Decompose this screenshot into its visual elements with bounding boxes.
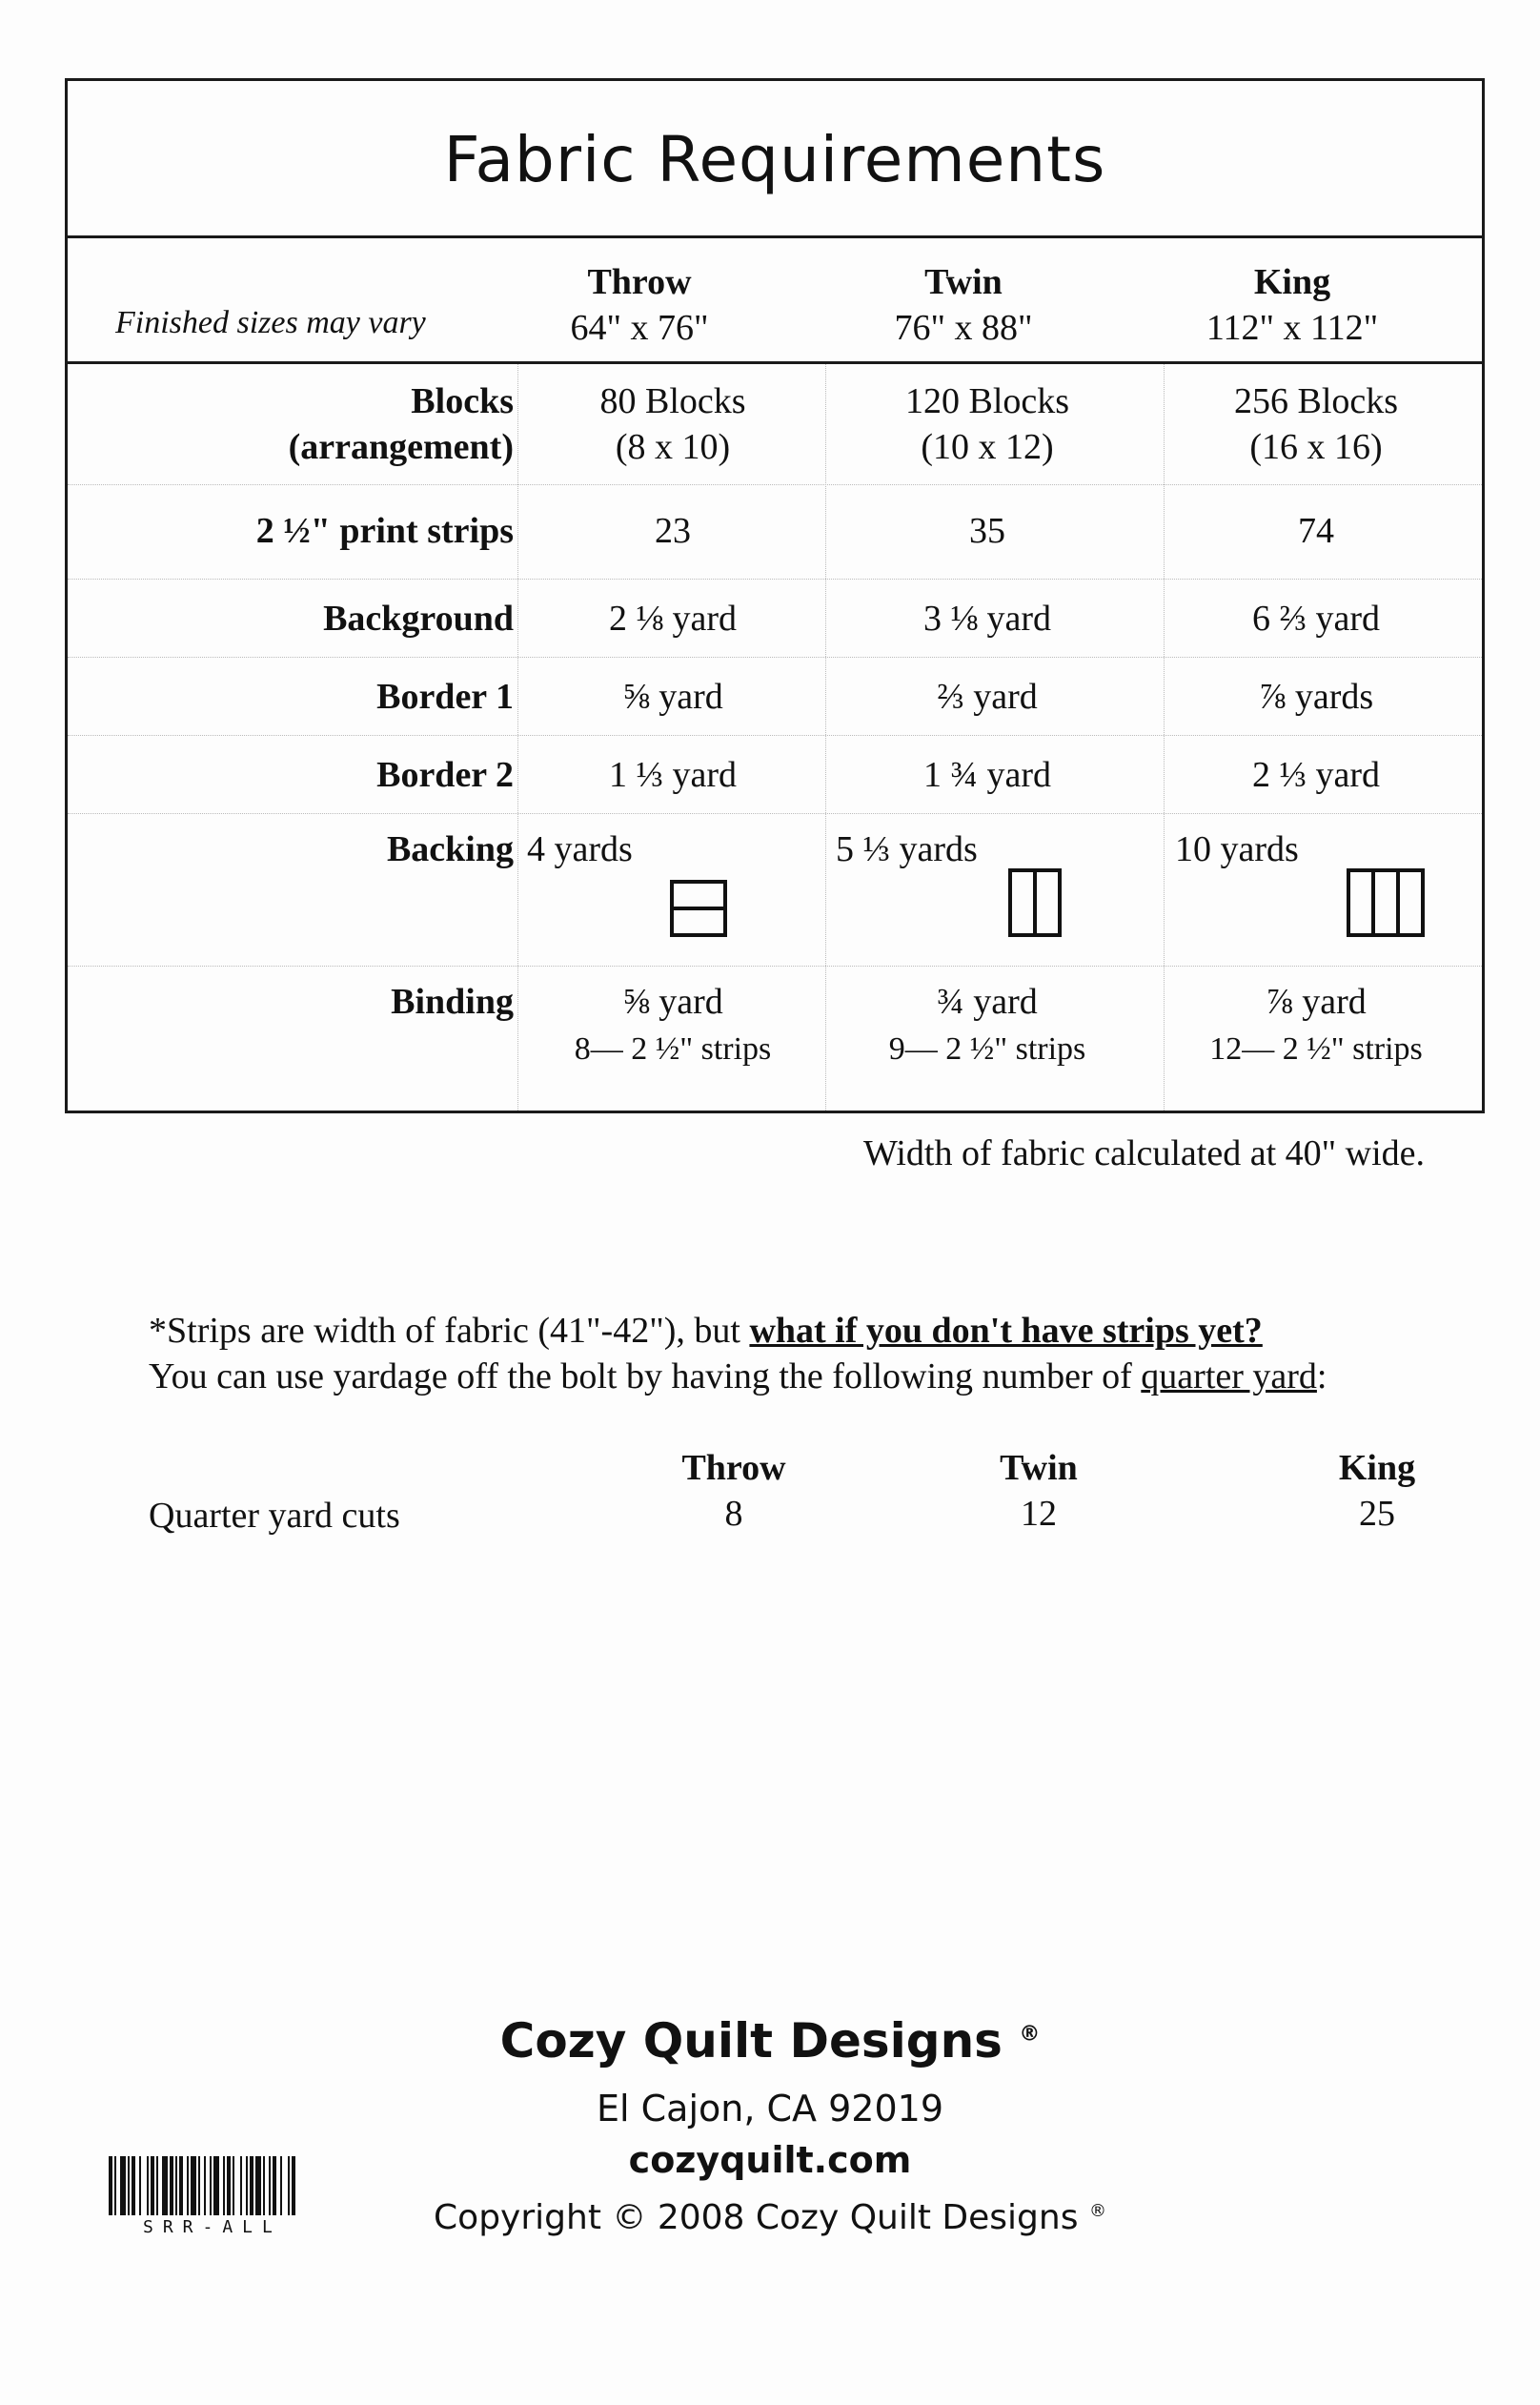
barcode-bar [210, 2156, 212, 2215]
col-throw-size: 64" x 76" [570, 308, 709, 348]
copyright-text: Copyright © 2008 Cozy Quilt Designs [434, 2198, 1079, 2237]
barcode-bar [263, 2156, 265, 2215]
row-label-blocks-line2: (arrangement) [288, 427, 514, 467]
barcode-bar [139, 2156, 141, 2215]
cell-text: 9— 2 ½" strips [888, 1031, 1086, 1067]
cell-binding-twin [840, 979, 1135, 1072]
cell-text: 8— 2 ½" strips [574, 1031, 772, 1067]
row-label-strips: 2 ½" print strips [255, 511, 514, 551]
barcode-bar [179, 2156, 183, 2215]
barcode-bar [175, 2156, 177, 2215]
col-king-size: 112" x 112" [1206, 308, 1379, 348]
company-name: Cozy Quilt Designs [499, 2013, 1003, 2069]
barcode-bar [288, 2156, 290, 2215]
barcode-bar [292, 2156, 295, 2215]
row-label-blocks-line1: Blocks [411, 381, 514, 421]
company-address: El Cajon, CA 92019 [596, 2088, 943, 2130]
barcode-bar [240, 2156, 242, 2215]
cell-text: (16 x 16) [1249, 427, 1383, 467]
cell-blocks-twin [840, 378, 1135, 470]
strips-note-emphasis: what if you don't have strips yet? [749, 1311, 1263, 1351]
cell-border1-twin: ⅔ yard [937, 677, 1038, 717]
cell-text: ⅞ yard [1266, 982, 1367, 1022]
grid-hline [68, 484, 1482, 485]
cell-strips-throw: 23 [655, 511, 691, 551]
quarter-head-king: King [1338, 1448, 1416, 1488]
barcode-bar [162, 2156, 168, 2215]
grid-hline [68, 657, 1482, 658]
cell-text: 256 Blocks [1233, 381, 1399, 421]
quarter-value-twin: 12 [1021, 1494, 1057, 1534]
barcode-bar [273, 2156, 276, 2215]
company-website: cozyquilt.com [628, 2139, 912, 2181]
quarter-yard-emphasis: quarter yard [1141, 1356, 1317, 1396]
cell-text: 120 Blocks [904, 381, 1070, 421]
col-twin-size: 76" x 88" [894, 308, 1033, 348]
backing-two-vertical-seams-icon [1347, 868, 1425, 937]
row-label-binding: Binding [391, 982, 514, 1022]
registered-mark: ® [1019, 2022, 1041, 2047]
barcode [109, 2156, 362, 2215]
backing-vertical-seam-icon [1008, 868, 1062, 937]
barcode-text: SRR-ALL [143, 2217, 282, 2237]
quarter-head-twin: Twin [1000, 1448, 1078, 1488]
col-throw-name: Throw [587, 262, 692, 302]
cell-text: (10 x 12) [921, 427, 1054, 467]
barcode-bar [223, 2156, 225, 2215]
company-name-line [0, 2013, 1540, 2069]
strips-note-text: : [1316, 1356, 1327, 1396]
row-label-backing: Backing [386, 829, 514, 869]
barcode-bar [198, 2156, 200, 2215]
barcode-bar [114, 2156, 116, 2215]
barcode-bar [191, 2156, 196, 2215]
column-header-row [68, 238, 1482, 364]
quarter-value-king: 25 [1359, 1494, 1395, 1534]
col-throw [516, 259, 763, 351]
row-label-border2: Border 2 [376, 755, 514, 795]
barcode-bar [246, 2156, 248, 2215]
cell-blocks-throw [535, 378, 811, 470]
barcode-bar [132, 2156, 135, 2215]
cell-background-throw: 2 ⅛ yard [608, 599, 738, 639]
page-title: Fabric Requirements [443, 123, 1106, 196]
col-twin [840, 259, 1087, 351]
grid-hline [68, 813, 1482, 814]
fabric-requirements-table [65, 78, 1485, 1113]
barcode-bar [156, 2156, 158, 2215]
grid-hline [68, 579, 1482, 580]
quarter-yard-label: Quarter yard cuts [149, 1496, 400, 1536]
col-king-name: King [1253, 262, 1331, 302]
quarter-head-throw: Throw [681, 1448, 786, 1488]
cell-strips-king: 74 [1298, 511, 1334, 551]
cell-blocks-king [1173, 378, 1459, 470]
cell-text: ⅝ yard [622, 982, 723, 1022]
row-label-background: Background [323, 599, 514, 639]
cell-binding-king [1173, 979, 1459, 1072]
barcode-bar [128, 2156, 130, 2215]
grid-vline [825, 364, 826, 1111]
backing-horizontal-seam-icon [670, 880, 727, 937]
finished-sizes-note: Finished sizes may vary [115, 305, 426, 340]
grid-vline [1164, 364, 1165, 1111]
strips-note [149, 1308, 1327, 1399]
cell-text: ¾ yard [937, 982, 1038, 1022]
cell-border2-twin: 1 ¾ yard [922, 755, 1052, 795]
strips-note-text: You can use yardage off the bolt by having the following number of [149, 1356, 1142, 1396]
barcode-bar [227, 2156, 231, 2215]
col-twin-name: Twin [924, 262, 1003, 302]
cell-border2-throw: 1 ⅓ yard [608, 755, 738, 795]
title-row [68, 81, 1482, 238]
cell-background-twin: 3 ⅛ yard [922, 599, 1052, 639]
barcode-bar [233, 2156, 234, 2215]
cell-text: 80 Blocks [599, 381, 746, 421]
grid-hline [68, 966, 1482, 967]
registered-mark: ® [1088, 2201, 1106, 2221]
barcode-bar [269, 2156, 271, 2215]
barcode-bar [187, 2156, 189, 2215]
barcode-bar [151, 2156, 154, 2215]
cell-backing-throw: 4 yards [527, 829, 633, 869]
barcode-bar [213, 2156, 219, 2215]
grid-vline [517, 364, 518, 1111]
row-label-blocks [289, 378, 514, 470]
cell-backing-king: 10 yards [1175, 829, 1299, 869]
barcode-bar [255, 2156, 261, 2215]
barcode-bar [204, 2156, 206, 2215]
row-label-border1: Border 1 [376, 677, 514, 717]
barcode-bar [250, 2156, 253, 2215]
barcode-bar [109, 2156, 112, 2215]
barcode-bar [120, 2156, 126, 2215]
quarter-value-throw: 8 [724, 1494, 743, 1534]
barcode-bar [147, 2156, 149, 2215]
cell-strips-twin: 35 [969, 511, 1005, 551]
cell-binding-throw [535, 979, 811, 1072]
cell-border1-king: ⅞ yards [1258, 677, 1374, 717]
strips-note-text: *Strips are width of fabric (41"-42"), but [149, 1311, 750, 1351]
cell-text: (8 x 10) [615, 427, 731, 467]
cell-border2-king: 2 ⅓ yard [1251, 755, 1381, 795]
cell-border1-throw: ⅝ yard [622, 677, 723, 717]
grid-hline [68, 735, 1482, 736]
col-king [1154, 259, 1430, 351]
barcode-bar [280, 2156, 282, 2215]
cell-text: 12— 2 ½" strips [1209, 1031, 1423, 1067]
cell-backing-twin: 5 ⅓ yards [836, 829, 978, 869]
width-note: Width of fabric calculated at 40" wide. [863, 1133, 1426, 1173]
barcode-bar [170, 2156, 173, 2215]
cell-background-king: 6 ⅔ yard [1251, 599, 1381, 639]
